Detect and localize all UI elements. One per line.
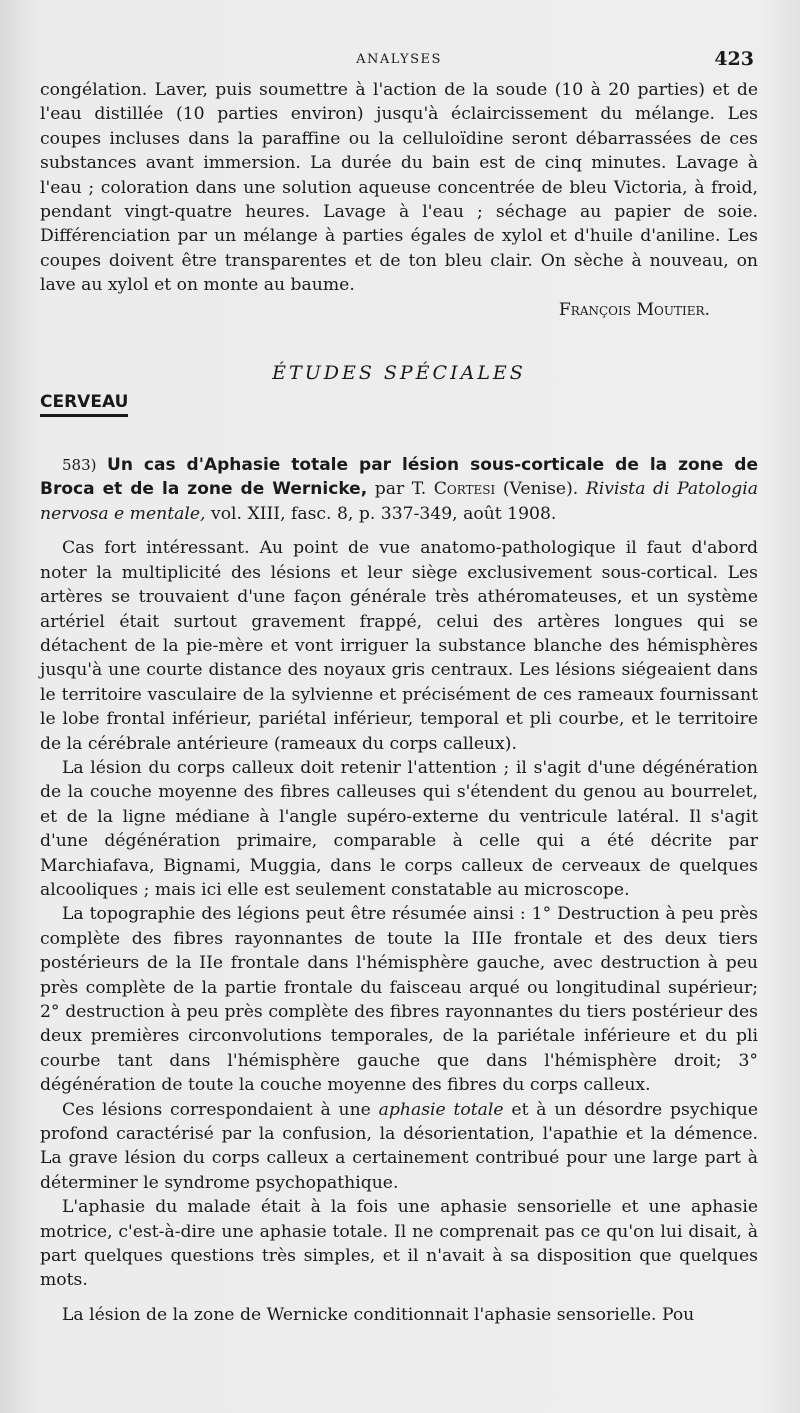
article-journal: Rivista di Patologia nervosa e mentale,: [40, 479, 758, 524]
article-location: (Venise).: [495, 479, 586, 500]
paragraph: La topographie des légions peut être résumée ainsi : 1° Destruction à peu près complète des fibres rayonnantes de toute la IIIe frontale et des deux tiers postérieurs de la IIe frontale dans l'hémisphère gauche, avec destruction à peu près complète de la partie frontale du faisceau arqué ou longitudinal supérieur; 2° destruction à peu près complète des fibres rayonnantes du tiers postérieur des deux premières circonvolutions temporales, de la pariétale inférieure et du pli courbe tant dans l'hémisphère gauche que dans l'hémisphère droit; 3° dégénération de toute la couche moyenne des fibres du corps calleux.: [40, 904, 758, 1096]
paragraph-aphasie: [40, 1098, 758, 1196]
text-run: et à un désordre psychique profond caractérisé par la confusion, la désorientation, l'apathie et la démence. La grave lésion du corps calleux a certainement contribué pour une large part à déterminer le syndrome psychopathique.: [40, 1099, 758, 1193]
paragraph: La lésion de la zone de Wernicke conditionnait l'aphasie sensorielle. Pou: [62, 1304, 695, 1325]
article-title-text: Un cas d'Aphasie totale par lésion sous-corticale de la zone de Broca et de la zone de Wernicke,: [40, 455, 758, 500]
signature: François Moutier.: [558, 299, 710, 320]
paragraph: L'aphasie du malade était à la fois une aphasie sensorielle et une aphasie motrice, c'est-à-dire une aphasie totale. Il ne comprenait pas ce qu'on lui disait, à part quelques questions très simples, et il n'avait à sa disposition que quelques mots.: [40, 1197, 758, 1291]
rubric-heading: CERVEAU: [40, 392, 128, 417]
paragraph: La lésion du corps calleux doit retenir l'attention ; il s'agit d'une dégénération de la couche moyenne des fibres calleuses qui s'étendent du genou au bourrelet, et de la ligne médiane à l'angle supéro-externe du ventricule latéral. Il s'agit d'une dégénération primaire, comparable à celle qui a été décrite par Marchiafava, Bignami, Muggia, dans le corps calleux de cerveaux de quelques alcooliques ; mais ici elle est seulement constatable au microscope.: [40, 757, 758, 900]
section-heading: ÉTUDES SPÉCIALES: [272, 362, 526, 385]
page-number: 423: [714, 48, 754, 70]
text-run: Ces lésions correspondaient à une: [62, 1099, 379, 1120]
article-author: Cortesi: [433, 479, 496, 500]
intro-paragraph: congélation. Laver, puis soumettre à l'action de la soude (10 à 20 parties) et de l'eau distillée (10 parties environ) jusqu'à éclaircissement du mélange. Les coupes incluses dans la paraffine ou la celluloïdine seront débarrassées de ces substances avant immersion. La durée du bain est de cinq minutes. Lavage à l'eau ; coloration dans une solution aqueuse concentrée de bleu Victoria, à froid, pendant vingt-quatre heures. Lavage à l'eau ; séchage au papier de soie. Différenciation par un mélange à parties égales de xylol et d'huile d'aniline. Les coupes doivent être transparentes et de ton bleu clair. On sèche à nouveau, on lave au xylol et on monte au baume.: [40, 80, 758, 296]
emphasis: aphasie totale: [378, 1099, 504, 1120]
article-body: [40, 536, 758, 1327]
article-number: 583): [62, 456, 97, 475]
page-header: [40, 0, 758, 78]
article-citation: vol. XIII, fasc. 8, p. 337-349, août 1908.: [205, 503, 557, 524]
paragraph: Cas fort intéressant. Au point de vue anatomo-pathologique il faut d'abord noter la multiplicité des lésions et leur siège exclusivement sous-cortical. Les artères se trouvaient d'une façon générale très athéromateuses, et un système artériel était surtout gravement frappé, celui des artères longues qui se détachent de la pie-mère et vont irriguer la substance blanche des hémisphères jusqu'à une courte distance des noyaux gris centraux. Les lésions siégeaient dans le territoire vasculaire de la sylvienne et précisément de ces rameaux fournissant le lobe frontal inférieur, pariétal inférieur, temporal et pli courbe, et le territoire de la cérébrale antérieure (rameaux du corps calleux).: [40, 538, 758, 754]
article-by: par T.: [367, 479, 434, 500]
article-title: [40, 453, 758, 526]
running-title: ANALYSES: [356, 52, 442, 67]
